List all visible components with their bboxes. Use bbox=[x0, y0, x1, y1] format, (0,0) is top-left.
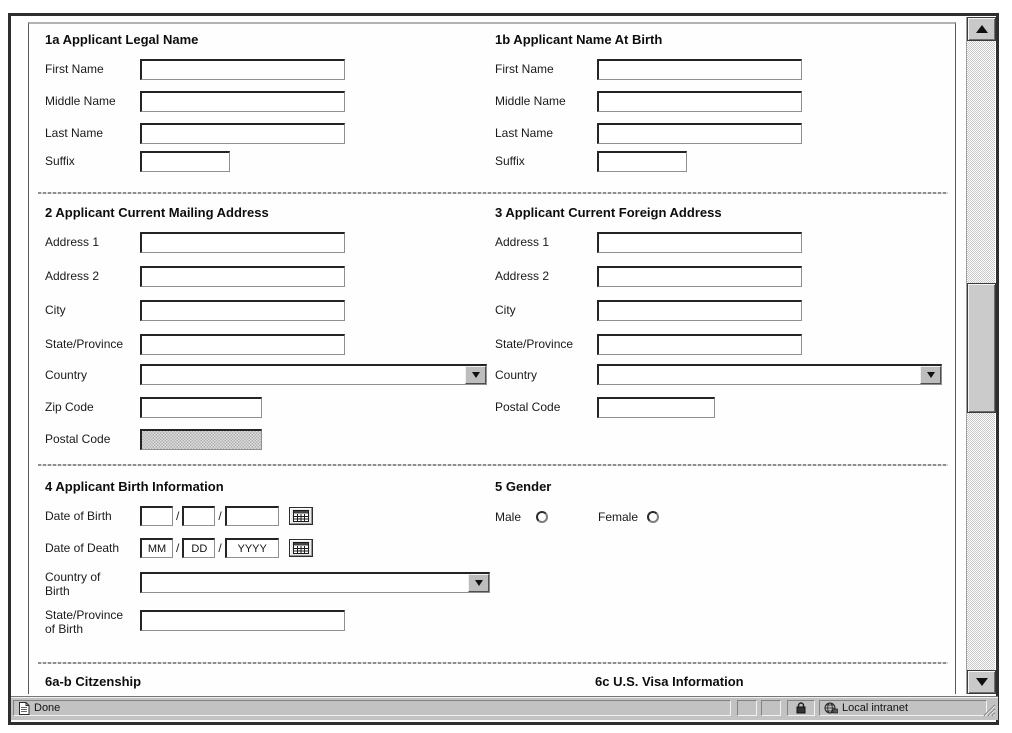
dob-calendar-button[interactable] bbox=[289, 507, 313, 525]
foreign-country-select[interactable] bbox=[597, 364, 942, 385]
dod-calendar-button[interactable] bbox=[289, 539, 313, 557]
field-label: Suffix bbox=[495, 154, 525, 168]
birthname-suffix-input[interactable] bbox=[597, 151, 687, 172]
dob-day-input[interactable] bbox=[182, 506, 215, 526]
dob-year-input[interactable] bbox=[225, 506, 279, 526]
section-title-5: 5 Gender bbox=[495, 479, 552, 494]
foreign-address1-input[interactable] bbox=[597, 232, 802, 253]
mailing-postal-input bbox=[140, 429, 262, 450]
field-label: Last Name bbox=[45, 126, 104, 140]
field-label: of Birth bbox=[45, 622, 84, 636]
dropdown-button[interactable] bbox=[920, 366, 941, 384]
field-label: Middle Name bbox=[45, 94, 116, 108]
field-label: Country of bbox=[45, 570, 101, 584]
section-title-2: 2 Applicant Current Mailing Address bbox=[45, 205, 269, 220]
chevron-down-icon bbox=[475, 580, 483, 586]
select-value bbox=[142, 366, 465, 384]
legal-last-name-input[interactable] bbox=[140, 123, 345, 144]
date-separator: / bbox=[218, 541, 222, 555]
section-divider bbox=[38, 192, 948, 194]
section-title-1b: 1b Applicant Name At Birth bbox=[495, 32, 663, 47]
male-label: Male bbox=[495, 510, 522, 524]
section-divider bbox=[38, 662, 948, 664]
field-label: Country bbox=[45, 368, 88, 382]
field-label: City bbox=[495, 303, 516, 317]
intranet-zone-icon bbox=[824, 702, 838, 714]
select-value bbox=[599, 366, 920, 384]
legal-suffix-input[interactable] bbox=[140, 151, 230, 172]
dropdown-button[interactable] bbox=[465, 366, 486, 384]
field-label: Address 2 bbox=[45, 269, 100, 283]
dob-month-input[interactable] bbox=[140, 506, 173, 526]
field-label: First Name bbox=[495, 62, 554, 76]
mailing-city-input[interactable] bbox=[140, 300, 345, 321]
foreign-city-input[interactable] bbox=[597, 300, 802, 321]
dod-field bbox=[140, 538, 313, 558]
field-label: Zip Code bbox=[45, 400, 94, 414]
mailing-address2-input[interactable] bbox=[140, 266, 345, 287]
scrollbar-thumb[interactable] bbox=[967, 283, 996, 413]
dropdown-button[interactable] bbox=[468, 574, 489, 592]
select-value bbox=[142, 574, 468, 592]
field-label: State/Province bbox=[45, 608, 124, 622]
dob-field bbox=[140, 506, 313, 526]
status-panel bbox=[13, 700, 731, 716]
status-text: Done bbox=[34, 702, 61, 714]
status-bar bbox=[11, 696, 998, 720]
calendar-icon bbox=[293, 542, 309, 554]
female-radio[interactable] bbox=[647, 511, 659, 523]
field-label: Address 1 bbox=[495, 235, 550, 249]
field-label: Address 1 bbox=[45, 235, 100, 249]
field-label: Postal Code bbox=[495, 400, 561, 414]
field-label: Date of Birth bbox=[45, 509, 112, 523]
document-icon bbox=[18, 702, 30, 715]
vertical-scrollbar[interactable] bbox=[966, 17, 995, 694]
lock-icon bbox=[796, 702, 806, 714]
section-divider bbox=[38, 464, 948, 466]
birth-state-input[interactable] bbox=[140, 610, 345, 631]
field-label: Address 2 bbox=[495, 269, 550, 283]
mailing-state-input[interactable] bbox=[140, 334, 345, 355]
mailing-address1-input[interactable] bbox=[140, 232, 345, 253]
field-label: First Name bbox=[45, 62, 104, 76]
scroll-up-button[interactable] bbox=[967, 17, 996, 41]
foreign-address2-input[interactable] bbox=[597, 266, 802, 287]
field-label: Middle Name bbox=[495, 94, 566, 108]
dod-year-input[interactable] bbox=[225, 538, 279, 558]
field-label: Last Name bbox=[495, 126, 554, 140]
section-title-6ab: 6a-b Citzenship bbox=[45, 674, 142, 689]
field-label: Suffix bbox=[45, 154, 75, 168]
birthname-first-name-input[interactable] bbox=[597, 59, 802, 80]
foreign-postal-input[interactable] bbox=[597, 397, 715, 418]
date-separator: / bbox=[176, 541, 180, 555]
scroll-down-button[interactable] bbox=[967, 670, 996, 694]
field-label: Postal Code bbox=[45, 432, 111, 446]
security-panel bbox=[787, 700, 815, 716]
date-separator: / bbox=[176, 509, 180, 523]
birth-country-select[interactable] bbox=[140, 572, 490, 593]
field-label: City bbox=[45, 303, 66, 317]
dod-day-input[interactable] bbox=[182, 538, 215, 558]
field-label: State/Province bbox=[45, 337, 124, 351]
legal-middle-name-input[interactable] bbox=[140, 91, 345, 112]
section-title-3: 3 Applicant Current Foreign Address bbox=[495, 205, 722, 220]
chevron-down-icon bbox=[472, 372, 480, 378]
status-panel-spare-1 bbox=[737, 700, 757, 716]
status-panel-spare-2 bbox=[761, 700, 781, 716]
legal-first-name-input[interactable] bbox=[140, 59, 345, 80]
section-title-4: 4 Applicant Birth Information bbox=[45, 479, 224, 494]
female-label: Female bbox=[598, 510, 639, 524]
birthname-middle-name-input[interactable] bbox=[597, 91, 802, 112]
calendar-icon bbox=[293, 510, 309, 522]
birthname-last-name-input[interactable] bbox=[597, 123, 802, 144]
field-label: State/Province bbox=[495, 337, 574, 351]
male-radio[interactable] bbox=[536, 511, 548, 523]
mailing-zip-input[interactable] bbox=[140, 397, 262, 418]
field-label: Date of Death bbox=[45, 541, 120, 555]
foreign-state-input[interactable] bbox=[597, 334, 802, 355]
chevron-down-icon bbox=[927, 372, 935, 378]
resize-grip-icon bbox=[982, 703, 996, 717]
form-page bbox=[28, 22, 956, 694]
zone-text: Local intranet bbox=[842, 702, 909, 714]
date-separator: / bbox=[218, 509, 222, 523]
field-label: Birth bbox=[45, 584, 70, 598]
section-title-6c: 6c U.S. Visa Information bbox=[595, 674, 744, 689]
scroll-down-icon bbox=[976, 678, 988, 686]
scroll-up-icon bbox=[976, 25, 988, 33]
resize-grip[interactable] bbox=[982, 703, 996, 717]
mailing-country-select[interactable] bbox=[140, 364, 487, 385]
field-label: Country bbox=[495, 368, 538, 382]
section-title-1a: 1a Applicant Legal Name bbox=[45, 32, 199, 47]
zone-panel bbox=[819, 700, 987, 716]
dod-month-input[interactable] bbox=[140, 538, 173, 558]
